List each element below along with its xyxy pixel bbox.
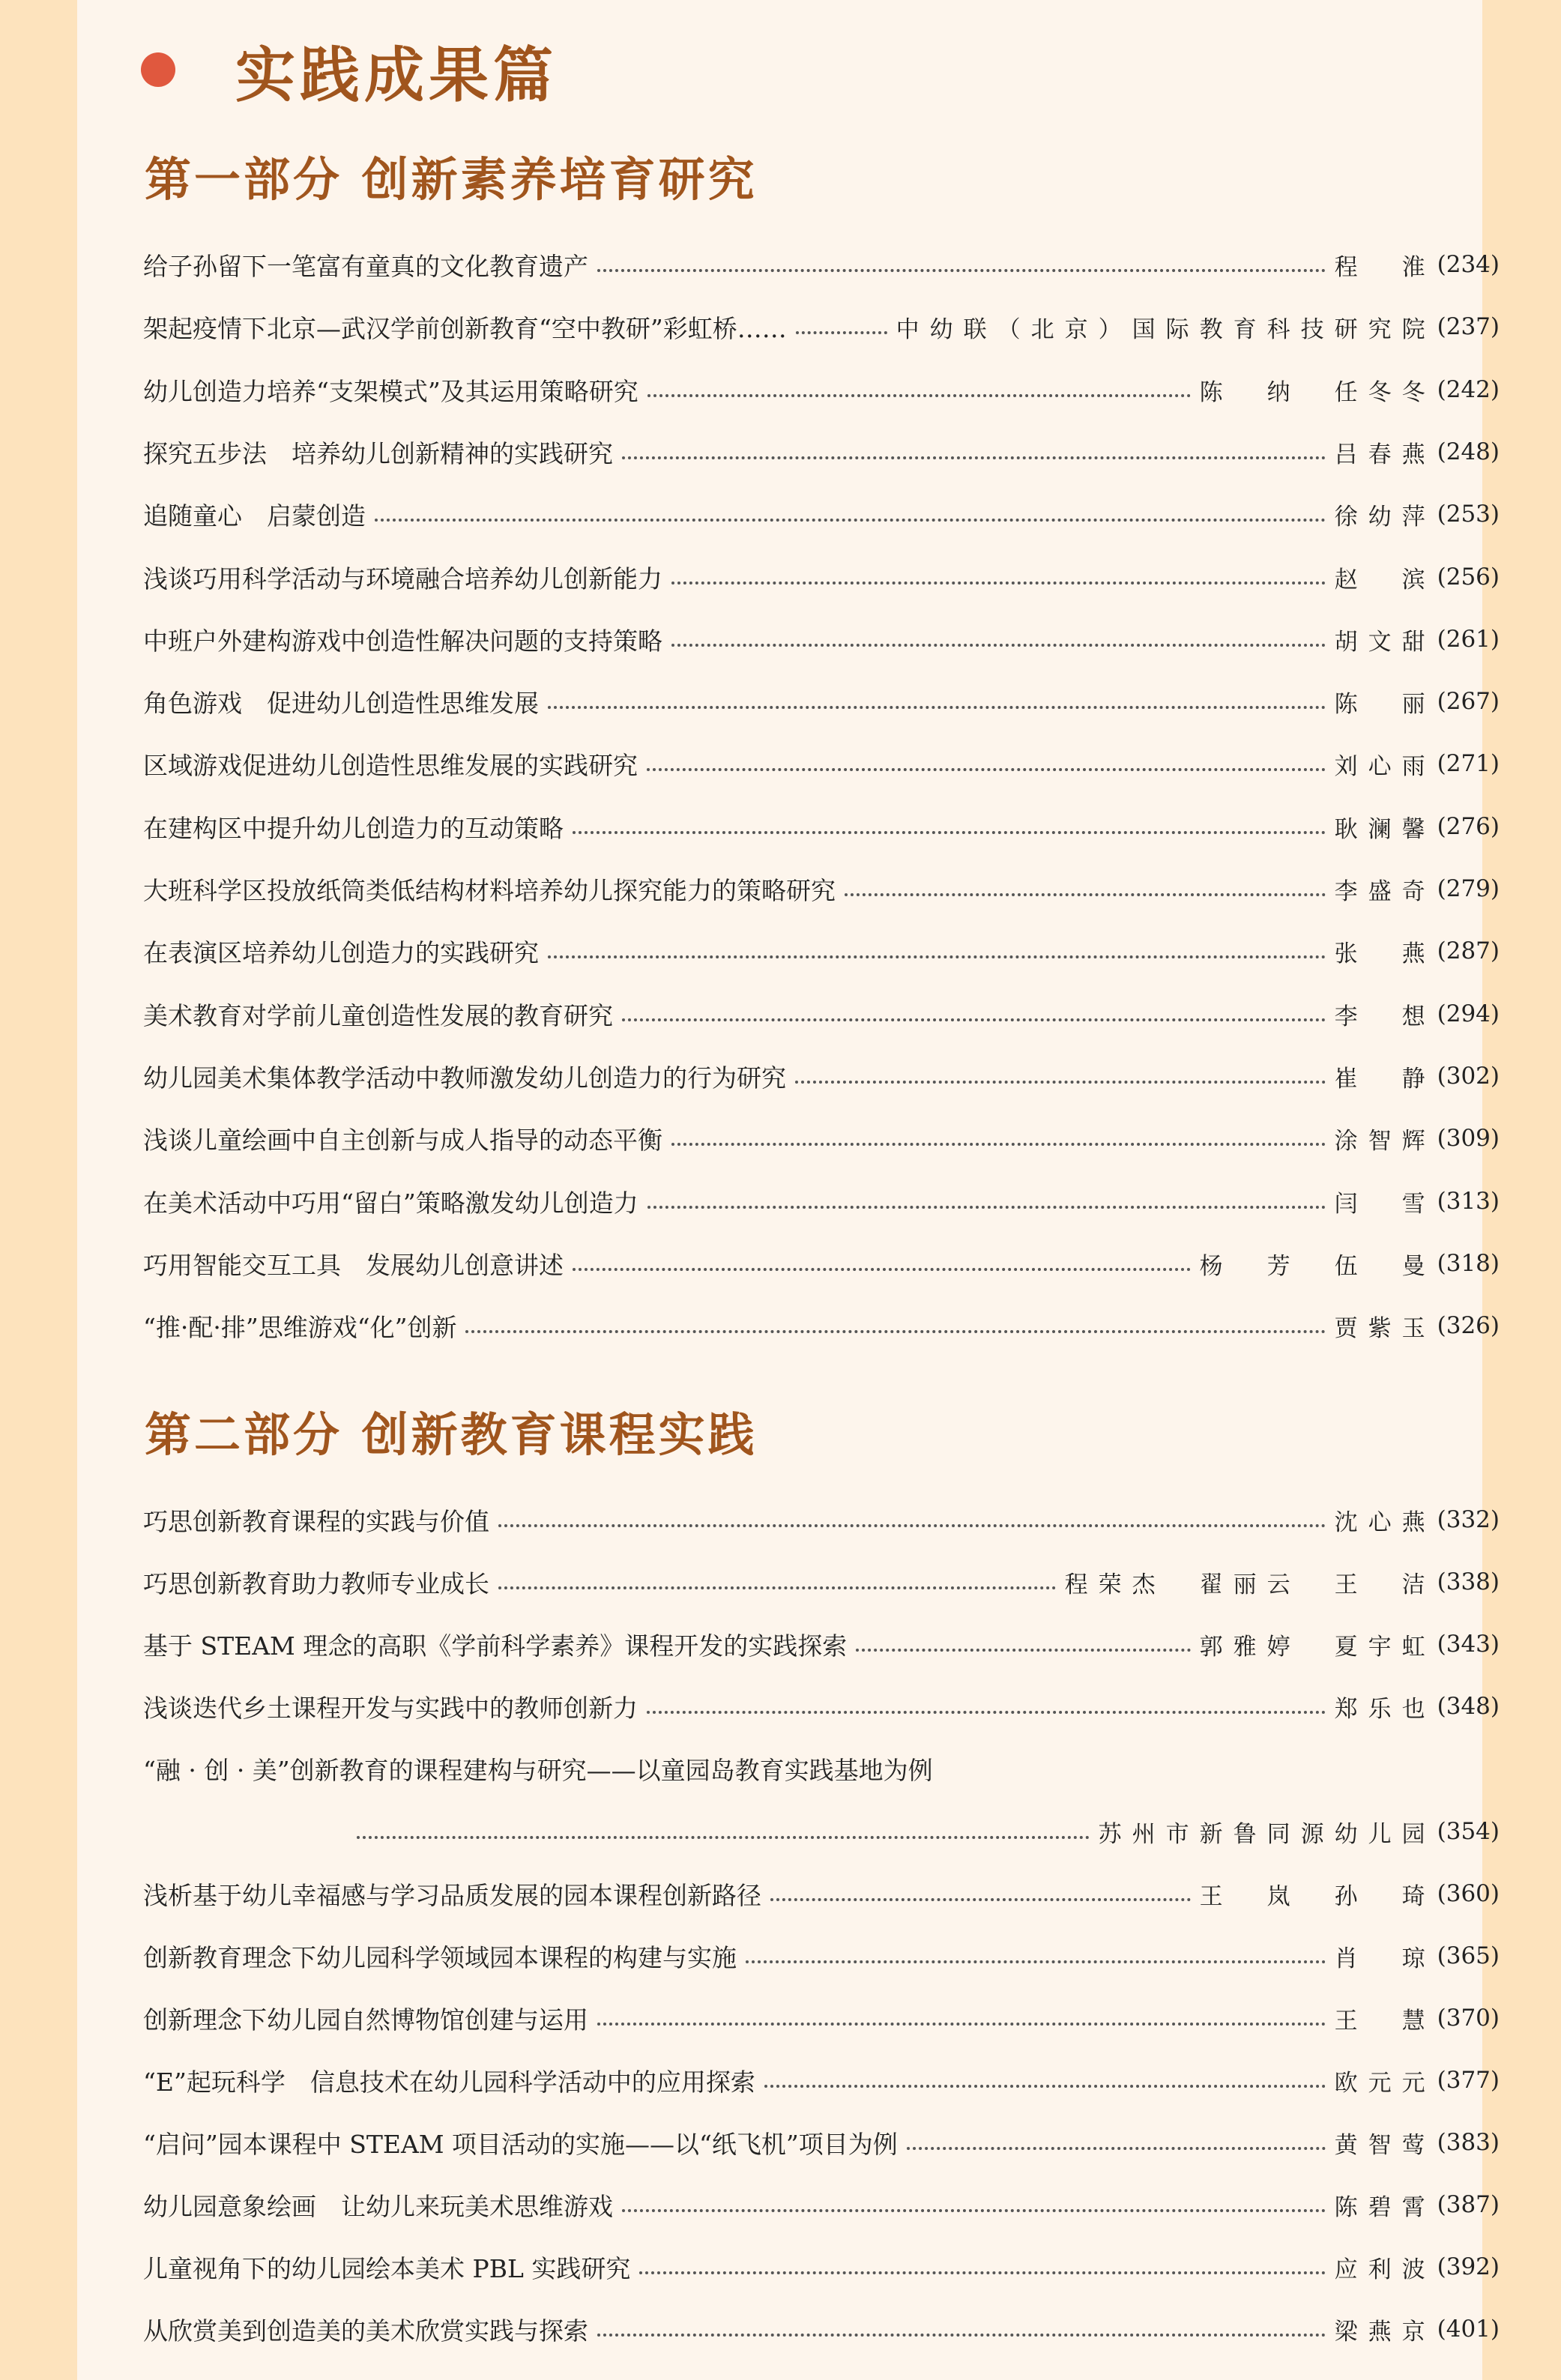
- toc-entry-page: (309): [1437, 1125, 1500, 1152]
- toc-entry-title: 架起疫情下北京—武汉学前创新教育“空中教研”彩虹桥……: [143, 313, 787, 343]
- dot-leader: [746, 1960, 1326, 1963]
- toc-entry[interactable]: [143, 1805, 1500, 1858]
- toc-entry-page: (271): [1437, 750, 1500, 777]
- toc-entry-author: 刘心雨: [1334, 752, 1436, 780]
- toc-entry-author: 李盛奇: [1334, 878, 1436, 905]
- toc-entry-page: (392): [1437, 2253, 1500, 2280]
- toc-entry-page: (276): [1437, 813, 1500, 840]
- toc-entry-author: 徐幼萍: [1334, 503, 1436, 531]
- toc-entry[interactable]: [143, 363, 1500, 416]
- toc-entry[interactable]: [143, 1050, 1500, 1102]
- dot-leader: [548, 706, 1326, 709]
- toc-entry-page: (383): [1437, 2129, 1500, 2156]
- toc-entry-author: 陈 丽: [1334, 690, 1436, 718]
- part-title-2: 第二部分 创新教育课程实践: [145, 1407, 758, 1462]
- toc-entry-author: 崔 静: [1334, 1065, 1436, 1093]
- dot-leader: [647, 1206, 1326, 1209]
- dot-leader: [647, 1711, 1326, 1714]
- toc-entry[interactable]: [143, 988, 1500, 1040]
- toc-entry-page: (237): [1437, 313, 1500, 340]
- toc-entry-title: 美术教育对学前儿童创造性发展的教育研究: [143, 1000, 613, 1030]
- toc-entry-title: 浅谈儿童绘画中自主创新与成人指导的动态平衡: [143, 1125, 662, 1155]
- toc-entry-title: “启问”园本课程中 STEAM 项目活动的实施——以“纸飞机”项目为例: [143, 2129, 898, 2159]
- toc-entry-page: (287): [1437, 937, 1500, 964]
- toc-entry-page: (365): [1437, 1942, 1500, 1969]
- toc-entry-page: (401): [1437, 2316, 1500, 2343]
- toc-entry-author: 贾紫玉: [1334, 1314, 1436, 1342]
- toc-entry-author: 胡文甜: [1334, 628, 1436, 656]
- toc-entry[interactable]: [143, 2241, 1500, 2293]
- dot-leader: [597, 269, 1326, 272]
- toc-entry-author: 郭雅婷 夏宇虹: [1199, 1633, 1436, 1661]
- dot-leader: [671, 644, 1326, 647]
- toc-entry-title: 创新教育理念下幼儿园科学领域园本课程的构建与实施: [143, 1942, 737, 1972]
- toc-entry-title: 大班科学区投放纸筒类低结构材料培养幼儿探究能力的策略研究: [143, 875, 836, 905]
- dot-leader: [597, 2334, 1326, 2337]
- toc-entry-title: “推·配·排”思维游戏“化”创新: [143, 1312, 457, 1342]
- toc-entry-page: (302): [1437, 1063, 1500, 1090]
- dot-leader: [498, 1586, 1056, 1589]
- dot-leader: [795, 1081, 1326, 1084]
- toc-entry-author: 沈心燕: [1334, 1508, 1436, 1536]
- toc-entry-author: 闫 雪: [1334, 1190, 1436, 1218]
- toc-entry-page: (343): [1437, 1631, 1500, 1658]
- toc-entry-author: 陈碧霄: [1334, 2193, 1436, 2221]
- toc-entry-page: (294): [1437, 1000, 1500, 1027]
- toc-entry[interactable]: [143, 551, 1500, 603]
- toc-entry-author: 王 慧: [1334, 2007, 1436, 2035]
- bullet-dot-icon: [141, 52, 175, 87]
- dot-leader: [796, 331, 887, 334]
- toc-entry-author: 黄智莺: [1334, 2131, 1436, 2159]
- toc-entry[interactable]: [143, 1930, 1500, 1982]
- toc-entry[interactable]: [143, 1237, 1500, 1290]
- toc-entry-title: 浅谈迭代乡土课程开发与实践中的教师创新力: [143, 1693, 638, 1723]
- toc-entry[interactable]: [143, 863, 1500, 915]
- toc-entry-author: 梁燕京: [1334, 2318, 1436, 2346]
- toc-entry-page: (377): [1437, 2067, 1500, 2094]
- toc-entry-title: “E”起玩科学 信息技术在幼儿园科学活动中的应用探索: [143, 2067, 755, 2097]
- toc-entry-author: 杨 芳 伍 曼: [1199, 1252, 1436, 1280]
- toc-entry-page: (387): [1437, 2191, 1500, 2218]
- toc-entry-title: 基于 STEAM 理念的高职《学前科学素养》课程开发的实践探索: [143, 1631, 848, 1661]
- toc-entry-author: 张 燕: [1334, 940, 1436, 967]
- toc-entry-page: (248): [1437, 438, 1500, 465]
- toc-entry-page: (360): [1437, 1880, 1500, 1907]
- toc-entry-page: (354): [1437, 1818, 1500, 1845]
- toc-entry-author: 肖 琼: [1334, 1945, 1436, 1972]
- toc-entry[interactable]: [143, 1556, 1500, 1608]
- dot-leader: [573, 1268, 1191, 1271]
- section-header: [141, 28, 558, 111]
- toc-entry-page: (338): [1437, 1568, 1500, 1595]
- toc-entry[interactable]: [143, 488, 1500, 540]
- toc-entry[interactable]: [143, 2116, 1500, 2169]
- toc-entry-title: 追随童心 启蒙创造: [143, 501, 366, 531]
- toc-entry-author: 陈 纳 任冬冬: [1199, 378, 1436, 406]
- toc-entry-title: 从欣赏美到创造美的美术欣赏实践与探索: [143, 2316, 588, 2346]
- toc-entry-page: (242): [1437, 376, 1500, 403]
- dot-leader: [856, 1649, 1190, 1652]
- dot-leader: [622, 2209, 1326, 2212]
- toc-entry-page: (326): [1437, 1312, 1500, 1339]
- toc-entry[interactable]: [143, 925, 1500, 977]
- toc-entry-page: (261): [1437, 626, 1500, 653]
- toc-entry[interactable]: [143, 1680, 1500, 1733]
- dot-leader: [907, 2147, 1326, 2150]
- dot-leader: [671, 582, 1326, 585]
- toc-entry-author: 欧元元: [1334, 2069, 1436, 2097]
- document-page: [77, 0, 1500, 2380]
- toc-entry-title: 探究五步法 培养幼儿创新精神的实践研究: [143, 438, 613, 468]
- toc-entry-title: 角色游戏 促进幼儿创造性思维发展: [143, 688, 539, 718]
- toc-entry[interactable]: [143, 2303, 1500, 2355]
- toc-entry-page: (256): [1437, 564, 1500, 591]
- toc-entry[interactable]: [143, 2054, 1500, 2106]
- toc-entry[interactable]: [143, 1618, 1500, 1670]
- toc-entry-author: 耿澜馨: [1334, 815, 1436, 843]
- toc-entry-title: 巧思创新教育助力教师专业成长: [143, 1568, 489, 1598]
- dot-leader: [622, 456, 1326, 459]
- toc-entry[interactable]: [143, 1493, 1500, 1546]
- toc-entry[interactable]: [143, 1175, 1500, 1227]
- toc-entry-page: (370): [1437, 2005, 1500, 2032]
- toc-entry-author: 程荣杰 翟丽云 王 洁: [1064, 1571, 1436, 1598]
- toc-entry[interactable]: [143, 426, 1500, 478]
- dot-leader: [548, 955, 1326, 958]
- dot-leader: [622, 1018, 1326, 1021]
- toc-entry[interactable]: [143, 800, 1500, 853]
- dot-leader: [573, 831, 1326, 834]
- toc-entry-author: 应利波: [1334, 2256, 1436, 2283]
- toc-entry[interactable]: [143, 737, 1500, 790]
- toc-entry[interactable]: [143, 1742, 1500, 1795]
- toc-entry-page: (234): [1437, 251, 1500, 278]
- toc-entry-title: 在美术活动中巧用“留白”策略激发幼儿创造力: [143, 1188, 638, 1218]
- toc-entry-author: 李 想: [1334, 1003, 1436, 1030]
- dot-leader: [639, 2271, 1325, 2274]
- dot-leader: [671, 1143, 1326, 1146]
- toc-entry[interactable]: [143, 300, 1500, 353]
- toc-entry-title: 幼儿园美术集体教学活动中教师激发幼儿创造力的行为研究: [143, 1063, 786, 1093]
- toc-entry-page: (267): [1437, 688, 1500, 715]
- dot-leader: [845, 893, 1326, 896]
- dot-leader: [764, 2085, 1326, 2088]
- toc-entry-title: 区域游戏促进幼儿创造性思维发展的实践研究: [143, 750, 638, 780]
- part-title-1: 第一部分 创新素养培育研究: [145, 152, 758, 207]
- toc-entry-title: 浅谈巧用科学活动与环境融合培养幼儿创新能力: [143, 564, 662, 594]
- toc-entry-page: (279): [1437, 875, 1500, 902]
- dot-leader: [647, 768, 1326, 771]
- toc-entry-title: 幼儿园意象绘画 让幼儿来玩美术思维游戏: [143, 2191, 613, 2221]
- toc-entry-title: 在建构区中提升幼儿创造力的互动策略: [143, 813, 564, 843]
- toc-entry-author: 苏州市新鲁同源幼儿园: [1098, 1820, 1436, 1848]
- toc-entry[interactable]: [143, 238, 1500, 291]
- toc-entry[interactable]: [143, 675, 1500, 728]
- toc-entry-title: 中班户外建构游戏中创造性解决问题的支持策略: [143, 626, 662, 656]
- dot-leader: [498, 1524, 1326, 1527]
- toc-entry[interactable]: [143, 1867, 1500, 1920]
- toc-entry-author: 郑乐也: [1334, 1695, 1436, 1723]
- toc-entry-title: 浅析基于幼儿幸福感与学习品质发展的园本课程创新路径: [143, 1880, 761, 1910]
- toc-entry[interactable]: [143, 2178, 1500, 2231]
- dot-leader: [597, 2023, 1326, 2026]
- toc-entry-author: 王 岚 孙 琦: [1199, 1882, 1436, 1910]
- toc-entry-title: 给子孙留下一笔富有童真的文化教育遗产: [143, 251, 588, 281]
- dot-leader: [465, 1330, 1325, 1333]
- toc-entry-author: 吕春燕: [1334, 441, 1436, 468]
- toc-entry-title: 巧用智能交互工具 发展幼儿创意讲述: [143, 1250, 564, 1280]
- toc-entry-title: “融 · 创 · 美”创新教育的课程建构与研究——以童园岛教育实践基地为例: [143, 1755, 933, 1785]
- toc-entry-author: 赵 滨: [1334, 566, 1436, 594]
- dot-leader: [357, 1836, 1090, 1839]
- toc-entry[interactable]: [143, 1992, 1500, 2044]
- toc-entry-title: 幼儿创造力培养“支架模式”及其运用策略研究: [143, 376, 638, 406]
- toc-entry-title: 在表演区培养幼儿创造力的实践研究: [143, 937, 539, 967]
- toc-entry[interactable]: [143, 1112, 1500, 1165]
- toc-entry-page: (253): [1437, 501, 1500, 528]
- toc-entry[interactable]: [143, 1299, 1500, 1352]
- toc-entry-author: 涂智辉: [1334, 1127, 1436, 1155]
- dot-leader: [375, 519, 1326, 522]
- toc-entry-page: (348): [1437, 1693, 1500, 1720]
- toc-entry-title: 创新理念下幼儿园自然博物馆创建与运用: [143, 2005, 588, 2035]
- toc-entry-title: 儿童视角下的幼儿园绘本美术 PBL 实践研究: [143, 2253, 631, 2283]
- toc-entry-title: 巧思创新教育课程的实践与价值: [143, 1506, 489, 1536]
- toc-entry-author: 中幼联（北京）国际教育科技研究院: [896, 315, 1436, 343]
- toc-entry-page: (318): [1437, 1250, 1500, 1277]
- dot-leader: [770, 1898, 1191, 1901]
- section-title: 实践成果篇: [235, 40, 558, 110]
- toc-entry[interactable]: [143, 613, 1500, 665]
- toc-entry-page: (332): [1437, 1506, 1500, 1533]
- toc-entry-author: 程 淮: [1334, 253, 1436, 281]
- toc-entry-page: (313): [1437, 1188, 1500, 1215]
- dot-leader: [647, 394, 1191, 397]
